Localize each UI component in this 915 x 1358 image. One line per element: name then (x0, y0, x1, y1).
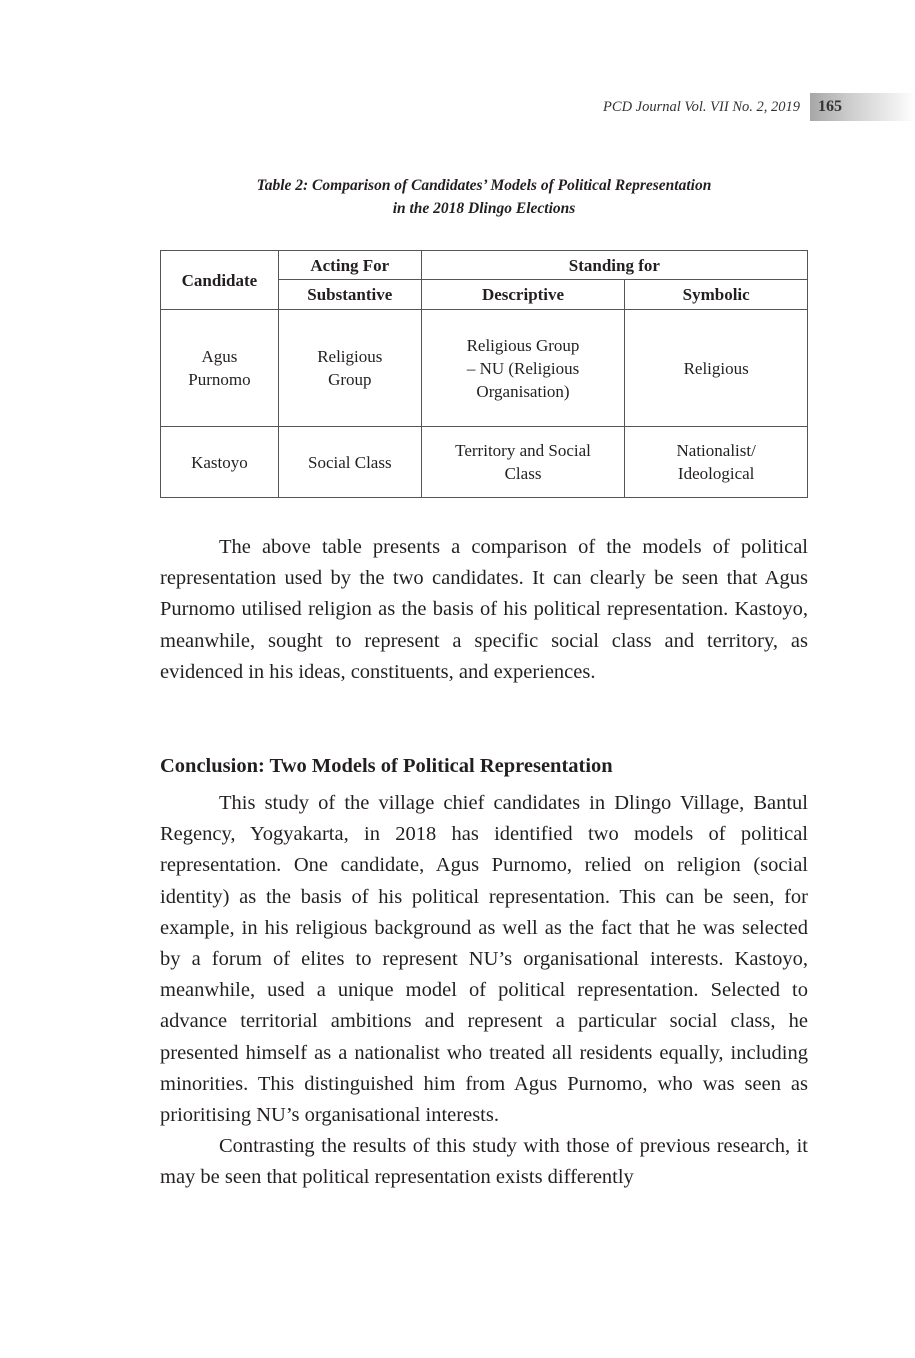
cell-line: Kastoyo (191, 452, 248, 472)
running-head (535, 93, 915, 121)
table-caption (160, 174, 808, 220)
cell-line: Purnomo (188, 370, 251, 389)
cell-line: Religious (317, 347, 383, 366)
paragraph: The above table presents a comparison of the models of political representation used by the two candidates. It can clearly be seen that Agus Purnomo utilised religion as the basis of his political representation. Kastoyo, meanwhile, sought to represent a specific social class and territory, as evidenced in his ideas, constituents, and experiences. (160, 536, 808, 683)
paragraph: This study of the village chief candidates in Dlingo Village, Bantul Regency, Yogyakarta, in 2018 has identified two models of political representation. One candidate, Agus Purnomo, relied on religion (social identity) as the basis of his political representation. This can be seen, for example, in his religious background as well as the fact that he was selected by a forum of elites to represent NU’s organisational interests. Kastoyo, meanwhile, used a unique model of political representation. Selected to advance territorial ambitions and represent a particular social class, he presented himself as a nationalist who treated all residents equally, including minorities. This distinguished him from Agus Purnomo, who was seen as prioritising NU’s organisational interests. (160, 792, 808, 1127)
table-caption-line-1: Table 2: Comparison of Candidates’ Models of Political Representation (256, 177, 712, 194)
cell-line: Ideological (677, 464, 755, 483)
cell-line: Religious (683, 358, 749, 378)
header-descriptive: Descriptive (421, 280, 625, 310)
cell-line: Territory and Social (455, 441, 591, 460)
journal-title: PCD Journal Vol. VII No. 2, 2019 (603, 98, 800, 115)
cell-line: Organisation) (476, 381, 570, 401)
cell-symbolic (625, 427, 808, 498)
body-section-1 (160, 532, 808, 688)
cell-substantive (278, 310, 421, 427)
cell-descriptive (421, 310, 625, 427)
cell-descriptive (421, 427, 625, 498)
cell-line: Social Class (307, 452, 392, 472)
cell-line: Group (328, 370, 372, 389)
cell-line: Agus (201, 347, 238, 366)
cell-line: Nationalist/ (676, 441, 756, 460)
header-acting-for: Acting For (278, 251, 421, 280)
cell-symbolic (625, 310, 808, 427)
table-caption-line-2: in the 2018 Dlingo Elections (392, 200, 576, 217)
cell-candidate (161, 427, 279, 498)
cell-candidate (161, 310, 279, 427)
cell-line: – NU (Religious (466, 358, 580, 378)
body-section-2 (160, 788, 808, 1194)
header-candidate: Candidate (161, 251, 279, 310)
cell-substantive (278, 427, 421, 498)
paragraph: Contrasting the results of this study with those of previous research, it may be seen that political representation exists differently (160, 1135, 808, 1189)
cell-line: Religious Group (466, 335, 580, 355)
comparison-table (160, 250, 808, 498)
table-row (161, 427, 808, 498)
page-number: 165 (810, 93, 915, 121)
header-substantive: Substantive (278, 280, 421, 310)
header-symbolic: Symbolic (625, 280, 808, 310)
section-heading: Conclusion: Two Models of Political Representation (160, 755, 613, 777)
cell-line: Class (504, 464, 542, 483)
header-standing-for: Standing for (421, 251, 807, 280)
table-row (161, 310, 808, 427)
